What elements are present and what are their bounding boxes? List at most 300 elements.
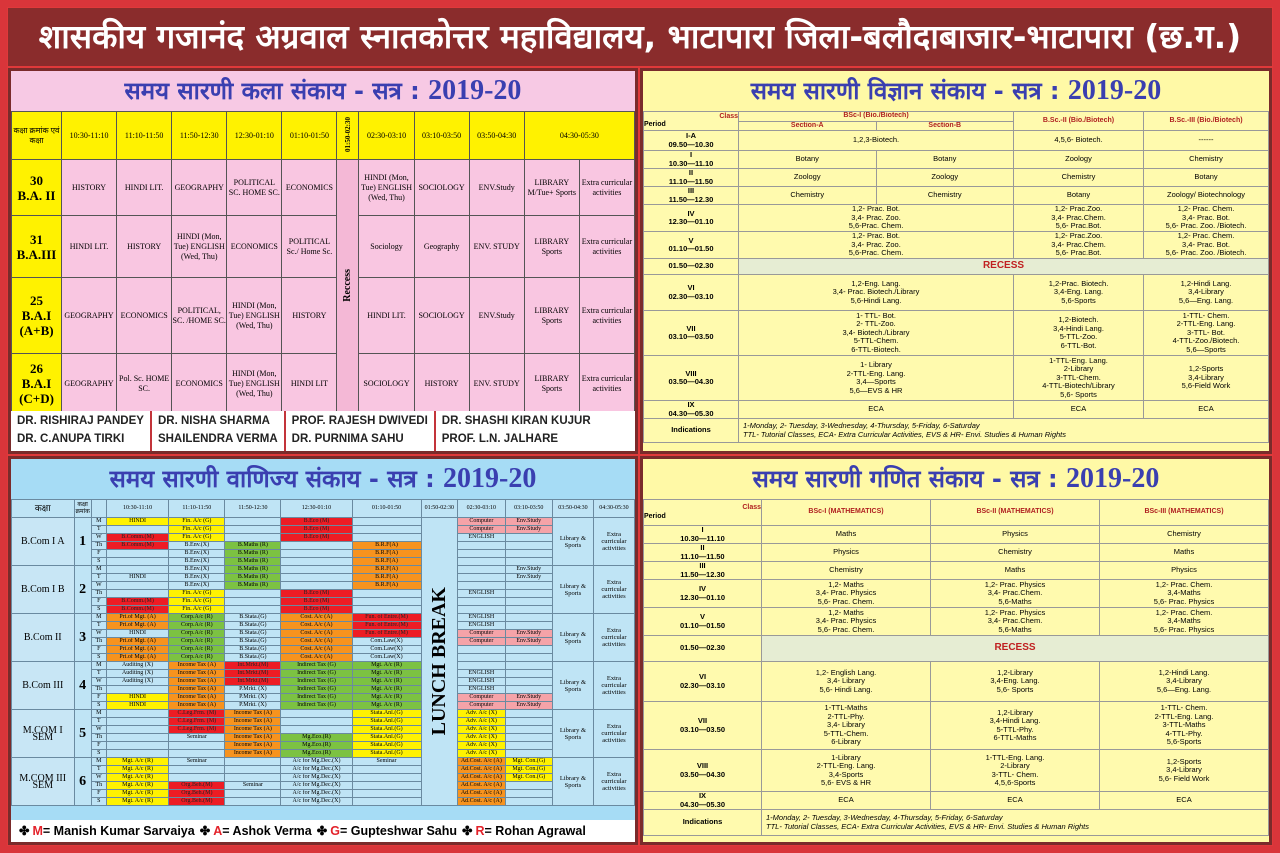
- commerce-period-cell: [225, 790, 281, 798]
- commerce-period-cell: Cost. A/c (A): [281, 646, 352, 654]
- commerce-period-cell: Income Tax (A): [169, 694, 225, 702]
- arts-period-cell: Extra curricular activities: [579, 216, 634, 278]
- science-class-label: Class: [719, 112, 738, 120]
- commerce-period-cell: [505, 654, 552, 662]
- science-bsc1-sectionb-cell: Zoology: [876, 169, 1014, 187]
- commerce-period-cell: Income Tax (A): [169, 678, 225, 686]
- commerce-period-cell: Mgt. A/c (R): [106, 798, 169, 806]
- commerce-period-cell: Income Tax (A): [169, 686, 225, 694]
- commerce-period-cell: [505, 582, 552, 590]
- commerce-period-cell: [458, 574, 505, 582]
- arts-period-cell: ECONOMICS: [282, 160, 337, 216]
- science-bsc2-cell: 4,5,6- Biotech.: [1014, 131, 1144, 151]
- commerce-period-cell: [505, 742, 552, 750]
- commerce-period-cell: A/c for Mg.Dec.(X): [281, 782, 352, 790]
- legend-separator-icon: ✤: [316, 824, 328, 838]
- commerce-period-cell: Stata.Anl.(G): [352, 710, 421, 718]
- commerce-period-cell: Ad.Cost. A/c (A): [458, 774, 505, 782]
- science-title: [643, 71, 1269, 111]
- commerce-period-cell: Pri.of Mgt. (A): [106, 638, 169, 646]
- commerce-period-cell: Indirect Tax (G): [281, 694, 352, 702]
- commerce-period-cell: Mg.Eco.(R): [281, 734, 352, 742]
- science-bsc3-cell: ECA: [1144, 401, 1269, 419]
- commerce-period-cell: [281, 710, 352, 718]
- commerce-period-cell: B.Stata.(G): [225, 638, 281, 646]
- science-table: [643, 111, 1269, 443]
- arts-period-cell: POLITICAL Sc./ Home Sc.: [282, 216, 337, 278]
- science-period-cell: VIII 03.50—04.30: [644, 356, 739, 401]
- maths-period-cell: II 11.10—11.50: [644, 544, 762, 562]
- commerce-row: [12, 590, 635, 598]
- commerce-row: [12, 638, 635, 646]
- arts-year: 2019-20: [428, 75, 522, 106]
- maths-class-label: Class: [742, 504, 761, 511]
- commerce-period-cell: Adv. A/c (X): [458, 742, 505, 750]
- commerce-period-cell: ENGLISH: [458, 670, 505, 678]
- commerce-period-cell: [281, 726, 352, 734]
- commerce-period-cell: Env.Study: [505, 702, 552, 710]
- commerce-period-cell: [505, 678, 552, 686]
- science-row: [644, 259, 1269, 275]
- maths-title: [643, 459, 1269, 499]
- commerce-period-cell: B.R.F(A): [352, 574, 421, 582]
- commerce-day-cell: Th: [91, 542, 106, 550]
- maths-row: [644, 580, 1269, 608]
- commerce-day-cell: S: [91, 798, 106, 806]
- maths-c2-cell: Maths: [931, 562, 1100, 580]
- arts-header-cell: 12:30-01:10: [227, 112, 282, 160]
- maths-period-cell: VI 02.30—03.10: [644, 662, 762, 702]
- commerce-period-cell: Auditing (X): [106, 662, 169, 670]
- maths-row: [644, 750, 1269, 792]
- commerce-period-cell: Org.Beh.(M): [169, 782, 225, 790]
- maths-row: [644, 526, 1269, 544]
- maths-c3-cell: 1-TTL- Chem. 2-TTL-Eng. Lang. 3-TTL-Maths 4-TTL-Phy. 5,6-Sports: [1100, 702, 1269, 750]
- science-bsc1-sectionb-cell: Chemistry: [876, 187, 1014, 205]
- arts-faculty-group: [11, 411, 152, 451]
- commerce-row: [12, 670, 635, 678]
- commerce-day-cell: W: [91, 774, 106, 782]
- commerce-period-cell: [458, 654, 505, 662]
- maths-c3-cell: 1,2-Hindi Lang. 3,4-Library 5,6—Eng. Lang.: [1100, 662, 1269, 702]
- arts-faculty-group: [436, 411, 597, 451]
- arts-period-cell: HINDI (Mon, Tue) ENGLISH (Wed, Thu): [227, 354, 282, 414]
- maths-header-class-period: [644, 500, 762, 526]
- commerce-header-cell: 03:10-03:50: [505, 500, 552, 518]
- commerce-day-cell: T: [91, 574, 106, 582]
- commerce-day-cell: Th: [91, 638, 106, 646]
- arts-period-cell: POLITICAL SC. HOME SC.: [227, 160, 282, 216]
- maths-c2-cell: 1,2- Prac. Physics 3,4- Prac.Chem. 5,6-Maths: [931, 608, 1100, 636]
- commerce-period-cell: Computer: [458, 526, 505, 534]
- arts-header-cell: 11:10-11:50: [117, 112, 172, 160]
- arts-period-cell: SOCIOLOGY: [414, 278, 469, 354]
- commerce-period-cell: [169, 766, 225, 774]
- commerce-header-cell: कक्षा क्रमांक: [74, 500, 91, 518]
- science-bsc3-cell: 1,2- Prac. Chem. 3,4- Prac. Bot. 5,6- Prac. Zoo. /Biotech.: [1144, 205, 1269, 232]
- commerce-period-cell: B.Env.(X): [169, 558, 225, 566]
- arts-table: [11, 111, 635, 414]
- commerce-period-cell: Mgt. A/c (R): [106, 774, 169, 782]
- science-row: [644, 275, 1269, 311]
- maths-row: [644, 562, 1269, 580]
- arts-header-recess-time: 01:50-02:30: [343, 116, 352, 152]
- maths-faculty-timetable: [640, 456, 1272, 845]
- commerce-period-cell: Adv. A/c (X): [458, 718, 505, 726]
- science-row: [644, 151, 1269, 169]
- science-bsc1-cell: 1- Library 2-TTL-Eng. Lang. 3,4—Sports 5,6—EVS & HR: [739, 356, 1014, 401]
- commerce-period-cell: C.Leg.Frm. (M): [169, 710, 225, 718]
- commerce-row: [12, 686, 635, 694]
- arts-period-cell: HISTORY: [414, 354, 469, 414]
- commerce-header-cell: 11:50-12:30: [225, 500, 281, 518]
- maths-c2-cell: 1,2-Library 3,4-Hindi Lang. 5-TTL-Phy. 6-TTL-Maths: [931, 702, 1100, 750]
- commerce-period-cell: Cost. A/c (A): [281, 630, 352, 638]
- commerce-period-cell: [106, 750, 169, 758]
- commerce-period-cell: Stata.Anl.(G): [352, 742, 421, 750]
- commerce-class-number: 2: [74, 566, 91, 614]
- commerce-period-cell: B.Eco (M): [281, 606, 352, 614]
- science-bsc2-cell: 1,2-Biotech. 3,4-Hindi Lang. 5-TTL-Zoo. 6-TTL-Bot.: [1014, 311, 1144, 356]
- commerce-period-cell: Env.Study: [505, 518, 552, 526]
- commerce-class-number: 1: [74, 518, 91, 566]
- commerce-period-cell: Computer: [458, 638, 505, 646]
- commerce-library-cell: Library & Sports: [552, 662, 593, 710]
- maths-header-c3: BSc-III (MATHEMATICS): [1100, 500, 1269, 526]
- commerce-day-cell: W: [91, 582, 106, 590]
- commerce-period-cell: Int.Mrkt.(M): [225, 670, 281, 678]
- maths-indications-row: [644, 810, 1269, 836]
- commerce-row: [12, 630, 635, 638]
- commerce-header-row: [12, 500, 635, 518]
- arts-period-cell: LIBRARY Sports: [524, 216, 579, 278]
- commerce-period-cell: Corp.A/c (R): [169, 614, 225, 622]
- maths-c3-cell: 1,2-Sports 3,4-Library 5,6- Field Work: [1100, 750, 1269, 792]
- arts-header-cell: 03:10-03:50: [414, 112, 469, 160]
- commerce-period-cell: B.Stata.(G): [225, 646, 281, 654]
- commerce-day-cell: F: [91, 646, 106, 654]
- commerce-day-cell: M: [91, 566, 106, 574]
- commerce-period-cell: Fin. A/c (G): [169, 590, 225, 598]
- maths-row: [644, 702, 1269, 750]
- commerce-period-cell: Computer: [458, 518, 505, 526]
- commerce-period-cell: B.Stata.(G): [225, 630, 281, 638]
- science-bsc1-cell: 1,2,3-Biotech.: [739, 131, 1014, 151]
- science-period-cell: I-A 09.50—10.30: [644, 131, 739, 151]
- arts-header-cell: 04:30-05:30: [524, 112, 634, 160]
- commerce-period-cell: B.Env.(X): [169, 566, 225, 574]
- commerce-period-cell: [505, 542, 552, 550]
- arts-class-cell: 26 B.A.I (C+D): [12, 354, 62, 414]
- commerce-year: 2019-20: [443, 463, 537, 494]
- commerce-period-cell: B.Maths (R): [225, 550, 281, 558]
- commerce-period-cell: [352, 798, 421, 806]
- commerce-period-cell: Fin. A/c (G): [169, 526, 225, 534]
- maths-row: [644, 608, 1269, 636]
- arts-faculty-name: PROF. L.N. JALHARE: [441, 433, 559, 445]
- commerce-period-cell: Int.Mrkt.(M): [225, 678, 281, 686]
- commerce-row: [12, 614, 635, 622]
- science-row: [644, 401, 1269, 419]
- commerce-row: [12, 782, 635, 790]
- science-bsc2-cell: 1-TTL-Eng. Lang. 2-Library 3-TTL-Chem. 4-TTL-Biotech/Library 5,6- Sports: [1014, 356, 1144, 401]
- commerce-period-cell: [458, 566, 505, 574]
- arts-period-cell: Sociology: [359, 216, 414, 278]
- commerce-period-cell: Mgt. A/c (R): [106, 766, 169, 774]
- commerce-row: [12, 694, 635, 702]
- commerce-row: [12, 678, 635, 686]
- commerce-period-cell: Pri.of Mgt. (A): [106, 622, 169, 630]
- legend-teacher-name: = Manish Kumar Sarvaiya: [42, 824, 195, 838]
- commerce-period-cell: A/c for Mg.Dec.(X): [281, 798, 352, 806]
- commerce-period-cell: [281, 718, 352, 726]
- maths-period-cell: 01.50—02.30: [644, 636, 762, 662]
- commerce-period-cell: Mgt. A/c (R): [106, 782, 169, 790]
- legend-teacher-name: = Rohan Agrawal: [484, 824, 586, 838]
- commerce-period-cell: ENGLISH: [458, 590, 505, 598]
- commerce-day-cell: W: [91, 534, 106, 542]
- legend-separator-icon: ✤: [462, 824, 473, 838]
- commerce-period-cell: Computer: [458, 630, 505, 638]
- arts-period-cell: HISTORY: [117, 216, 172, 278]
- science-period-cell: IX 04.30—05.30: [644, 401, 739, 419]
- commerce-row: [12, 550, 635, 558]
- commerce-period-cell: B.Eco (M): [281, 598, 352, 606]
- commerce-period-cell: [225, 606, 281, 614]
- science-bsc1-cell: Zoology: [739, 169, 877, 187]
- commerce-period-cell: Income Tax (A): [169, 702, 225, 710]
- commerce-period-cell: Org.Beh.(M): [169, 790, 225, 798]
- commerce-period-cell: [352, 606, 421, 614]
- commerce-period-cell: Corp.A/c (R): [169, 622, 225, 630]
- science-bsc1-cell: 1,2- Prac. Bot. 3,4- Prac. Zoo. 5,6-Prac. Chem.: [739, 232, 1014, 259]
- commerce-day-cell: Th: [91, 734, 106, 742]
- commerce-period-cell: Indirect Tax (G): [281, 662, 352, 670]
- legend-separator-icon: ✤: [19, 824, 30, 838]
- science-period-cell: V 01.10—01.50: [644, 232, 739, 259]
- arts-header-cell: 11:50-12:30: [172, 112, 227, 160]
- commerce-period-cell: Seminar: [169, 734, 225, 742]
- commerce-period-cell: Com.Law(X): [352, 638, 421, 646]
- commerce-period-cell: HINDI: [106, 518, 169, 526]
- commerce-period-cell: ENGLISH: [458, 678, 505, 686]
- commerce-day-cell: S: [91, 558, 106, 566]
- commerce-period-cell: P.Mrkt. (X): [225, 694, 281, 702]
- commerce-period-cell: Income Tax (A): [225, 742, 281, 750]
- arts-faculty-list: [11, 411, 635, 451]
- commerce-period-cell: B.R.F(A): [352, 582, 421, 590]
- commerce-period-cell: [225, 518, 281, 526]
- commerce-period-cell: [281, 550, 352, 558]
- commerce-class-cell: B.Com II: [12, 614, 75, 662]
- arts-period-cell: ENV. STUDY: [469, 216, 524, 278]
- commerce-row: [12, 774, 635, 782]
- commerce-period-cell: [169, 774, 225, 782]
- commerce-period-cell: B.Stata.(G): [225, 654, 281, 662]
- science-bsc1-cell: 1- TTL- Bot. 2- TTL-Zoo. 3,4- Biotech./Library 5-TTL-Chem. 6-TTL-Biotech.: [739, 311, 1014, 356]
- commerce-day-cell: S: [91, 654, 106, 662]
- arts-period-cell: ECONOMICS: [227, 216, 282, 278]
- commerce-period-cell: Int.Mrkt.(M): [225, 662, 281, 670]
- commerce-class-cell: B.Com I A: [12, 518, 75, 566]
- commerce-row: [12, 726, 635, 734]
- commerce-period-cell: B.Comm.(M): [106, 606, 169, 614]
- maths-period-cell: IV 12.30—01.10: [644, 580, 762, 608]
- commerce-period-cell: Income Tax (A): [225, 710, 281, 718]
- commerce-period-cell: Mgt. A/c (R): [352, 702, 421, 710]
- commerce-period-cell: Ad.Cost. A/c (A): [458, 758, 505, 766]
- commerce-lunch-label: LUNCH BREAK: [427, 587, 450, 736]
- commerce-day-cell: W: [91, 678, 106, 686]
- commerce-row: [12, 534, 635, 542]
- commerce-period-cell: [458, 542, 505, 550]
- maths-c3-cell: Maths: [1100, 544, 1269, 562]
- commerce-class-cell: B.Com I B: [12, 566, 75, 614]
- commerce-day-cell: W: [91, 726, 106, 734]
- commerce-period-cell: Env.Study: [505, 566, 552, 574]
- arts-period-cell: ECONOMICS: [172, 354, 227, 414]
- arts-period-cell: POLITICAL, SC. /HOME SC.: [172, 278, 227, 354]
- arts-period-cell: Extra curricular activities: [579, 354, 634, 414]
- maths-row: [644, 792, 1269, 810]
- arts-period-cell: Extra curricular activities: [579, 278, 634, 354]
- commerce-library-cell: Library & Sports: [552, 758, 593, 806]
- commerce-row: [12, 574, 635, 582]
- college-name-header: शासकीय गजानंद अग्रवाल स्नातकोत्तर महाविद्यालय, भाटापारा जिला-बलौदाबाजार-भाटापारा (छ.ग.): [8, 8, 1272, 66]
- commerce-day-cell: Th: [91, 590, 106, 598]
- maths-row: [644, 544, 1269, 562]
- science-header-bsc2: B.Sc.-II (Bio./Biotech): [1014, 112, 1144, 131]
- commerce-period-cell: Pri.of Mgt. (A): [106, 646, 169, 654]
- commerce-period-cell: [106, 590, 169, 598]
- science-row: [644, 356, 1269, 401]
- commerce-period-cell: [505, 782, 552, 790]
- maths-c3-cell: 1,2- Prac. Chem. 3,4-Maths 5,6- Prac. Physics: [1100, 580, 1269, 608]
- commerce-row: [12, 526, 635, 534]
- commerce-header-cell: 01:50-02:30: [421, 500, 458, 518]
- commerce-day-cell: W: [91, 630, 106, 638]
- science-bsc2-cell: 1,2- Prac.Zoo. 3,4- Prac.Chem. 5,6- Prac.Bot.: [1014, 205, 1144, 232]
- arts-faculty-name: DR. NISHA SHARMA: [157, 415, 270, 427]
- arts-faculty-name: DR. PURNIMA SAHU: [291, 433, 404, 445]
- arts-period-cell: SOCIOLOGY: [359, 354, 414, 414]
- commerce-period-cell: B.Stata.(G): [225, 614, 281, 622]
- maths-c1-cell: Maths: [762, 526, 931, 544]
- commerce-header-cell: [91, 500, 106, 518]
- science-year: 2019-20: [1067, 75, 1162, 106]
- commerce-period-cell: Env.Study: [505, 574, 552, 582]
- commerce-period-cell: Com.Law(X): [352, 646, 421, 654]
- science-title-text: समय सारणी विज्ञान संकाय - सत्र :: [750, 77, 1060, 105]
- commerce-period-cell: P.Mrkt. (X): [225, 702, 281, 710]
- commerce-period-cell: Mgt. A/c (R): [352, 694, 421, 702]
- maths-recess-cell: RECESS: [762, 636, 1269, 662]
- arts-period-cell: ECONOMICS: [117, 278, 172, 354]
- commerce-period-cell: Indirect Tax (G): [281, 702, 352, 710]
- commerce-row: [12, 662, 635, 670]
- commerce-day-cell: S: [91, 606, 106, 614]
- maths-title-text: समय सारणी गणित संकाय - सत्र :: [752, 465, 1058, 493]
- arts-row: [12, 354, 635, 414]
- commerce-period-cell: B.Eco (M): [281, 518, 352, 526]
- arts-period-cell: LIBRARY M/Tue+ Sports: [524, 160, 579, 216]
- commerce-period-cell: B.Eco (M): [281, 590, 352, 598]
- maths-c2-cell: ECA: [931, 792, 1100, 810]
- commerce-library-cell: Library & Sports: [552, 518, 593, 566]
- legend-separator-icon: ✤: [199, 824, 211, 838]
- commerce-period-cell: [352, 534, 421, 542]
- science-bsc3-cell: Zoology/ Biotechnology: [1144, 187, 1269, 205]
- commerce-period-cell: Mgt. A/c (R): [106, 758, 169, 766]
- maths-header-row: [644, 500, 1269, 526]
- commerce-period-cell: Stata.Anl.(G): [352, 750, 421, 758]
- commerce-extra-cell: Extra curricular activities: [593, 614, 634, 662]
- arts-faculty-timetable: [8, 68, 638, 454]
- maths-c2-cell: 1-TTL-Eng. Lang. 2-Library 3-TTL- Chem. 4,5,6-Sports: [931, 750, 1100, 792]
- commerce-period-cell: Mg.Eco.(R): [281, 750, 352, 758]
- commerce-row: [12, 798, 635, 806]
- commerce-row: [12, 606, 635, 614]
- arts-row: [12, 278, 635, 354]
- science-recess-cell: RECESS: [739, 259, 1269, 275]
- commerce-period-cell: Corp.A/c (R): [169, 654, 225, 662]
- commerce-period-cell: [505, 670, 552, 678]
- commerce-day-cell: F: [91, 550, 106, 558]
- commerce-library-cell: Library & Sports: [552, 614, 593, 662]
- commerce-period-cell: [225, 774, 281, 782]
- commerce-period-cell: B.R.F(A): [352, 542, 421, 550]
- commerce-library-cell: Library & Sports: [552, 566, 593, 614]
- commerce-period-cell: Mgt. A/c (R): [352, 678, 421, 686]
- commerce-period-cell: Env.Study: [505, 630, 552, 638]
- commerce-period-cell: Indirect Tax (G): [281, 670, 352, 678]
- commerce-period-cell: Cost. A/c (A): [281, 638, 352, 646]
- commerce-row: [12, 702, 635, 710]
- commerce-period-cell: Stata.Anl.(G): [352, 718, 421, 726]
- commerce-period-cell: Stata.Anl.(G): [352, 726, 421, 734]
- commerce-class-cell: M.COM III SEM: [12, 758, 75, 806]
- commerce-day-cell: F: [91, 598, 106, 606]
- arts-period-cell: GEOGRAPHY: [62, 354, 117, 414]
- arts-period-cell: LIBRARY Sports: [524, 354, 579, 414]
- commerce-period-cell: [169, 750, 225, 758]
- commerce-period-cell: [225, 758, 281, 766]
- science-bsc2-cell: Zoology: [1014, 151, 1144, 169]
- commerce-row: [12, 622, 635, 630]
- arts-period-cell: HINDI LIT.: [117, 160, 172, 216]
- science-indications-label: Indications: [644, 419, 739, 443]
- science-header-class-period: [644, 112, 739, 131]
- commerce-period-cell: [352, 790, 421, 798]
- commerce-class-cell: M.COM I SEM: [12, 710, 75, 758]
- commerce-period-cell: [505, 646, 552, 654]
- arts-period-cell: ENV. STUDY: [469, 354, 524, 414]
- commerce-period-cell: Indirect Tax (G): [281, 686, 352, 694]
- commerce-period-cell: P.Mrkt. (X): [225, 686, 281, 694]
- arts-period-cell: HINDI LIT.: [62, 216, 117, 278]
- commerce-period-cell: [225, 526, 281, 534]
- science-period-cell: VI 02.30—03.10: [644, 275, 739, 311]
- legend-teacher-code: R: [475, 824, 485, 838]
- arts-row: [12, 216, 635, 278]
- commerce-teacher-legend: [11, 820, 635, 842]
- arts-header-cell: 10:30-11:10: [62, 112, 117, 160]
- science-bsc3-cell: 1,2-Sports 3,4-Library 5,6-Field Work: [1144, 356, 1269, 401]
- commerce-period-cell: A/c for Mg.Dec.(X): [281, 758, 352, 766]
- commerce-row: [12, 566, 635, 574]
- commerce-period-cell: Income Tax (A): [169, 662, 225, 670]
- science-header-section-a: Section-A: [739, 121, 877, 131]
